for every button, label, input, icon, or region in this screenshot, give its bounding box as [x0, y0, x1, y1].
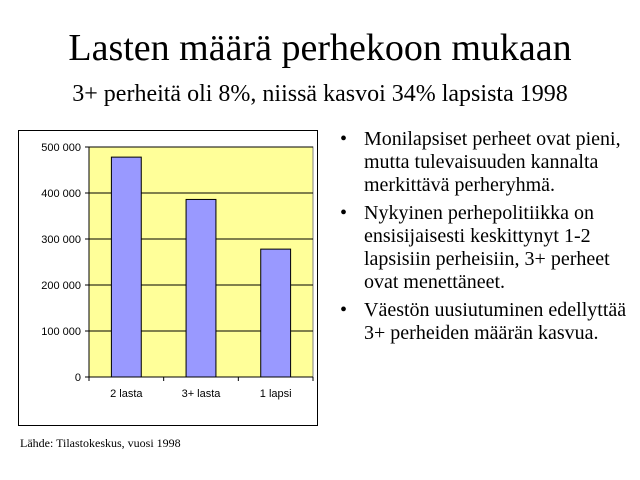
bar: [111, 157, 141, 377]
y-tick-label: 100 000: [41, 326, 81, 338]
bullet-dot-icon: •: [340, 299, 348, 321]
bar: [186, 199, 216, 377]
y-tick-label: 200 000: [41, 280, 81, 292]
slide-title: Lasten määrä perhekoon mukaan: [68, 27, 572, 69]
x-tick-label: 2 lasta: [110, 388, 143, 400]
x-tick-label: 3+ lasta: [181, 388, 221, 400]
bullet-dot-icon: •: [340, 202, 348, 224]
bullet-text: Väestön uusiutuminen edellyttää 3+ perheiden määrän kasvua.: [364, 299, 627, 344]
bullet-item: [338, 128, 630, 197]
bullet-item: [338, 299, 630, 345]
bullet-list: [338, 128, 630, 350]
x-tick-label: 1 lapsi: [259, 388, 292, 400]
bullet-item: [338, 202, 630, 294]
y-tick-label: 0: [74, 372, 81, 384]
bar-chart: [19, 131, 317, 425]
y-tick-label: 400 000: [41, 188, 81, 200]
bullet-dot-icon: •: [340, 128, 348, 150]
bullet-text: Nykyinen perhepolitiikka on ensisijaisesti keskittynyt 1-2 lapsisiin perheisiin, 3+ perheet ovat menettäneet.: [364, 202, 610, 293]
y-tick-label: 300 000: [41, 234, 81, 246]
bullet-text: Monilapsiset perheet ovat pieni, mutta tulevaisuuden kannalta merkittävä perheryhmä.: [364, 128, 621, 196]
bar: [261, 249, 291, 377]
y-tick-label: 500 000: [41, 142, 81, 154]
chart-frame: [18, 130, 318, 426]
source-note: Lähde: Tilastokeskus, vuosi 1998: [20, 436, 181, 450]
slide-subtitle: 3+ perheitä oli 8%, niissä kasvoi 34% lapsista 1998: [72, 81, 568, 107]
